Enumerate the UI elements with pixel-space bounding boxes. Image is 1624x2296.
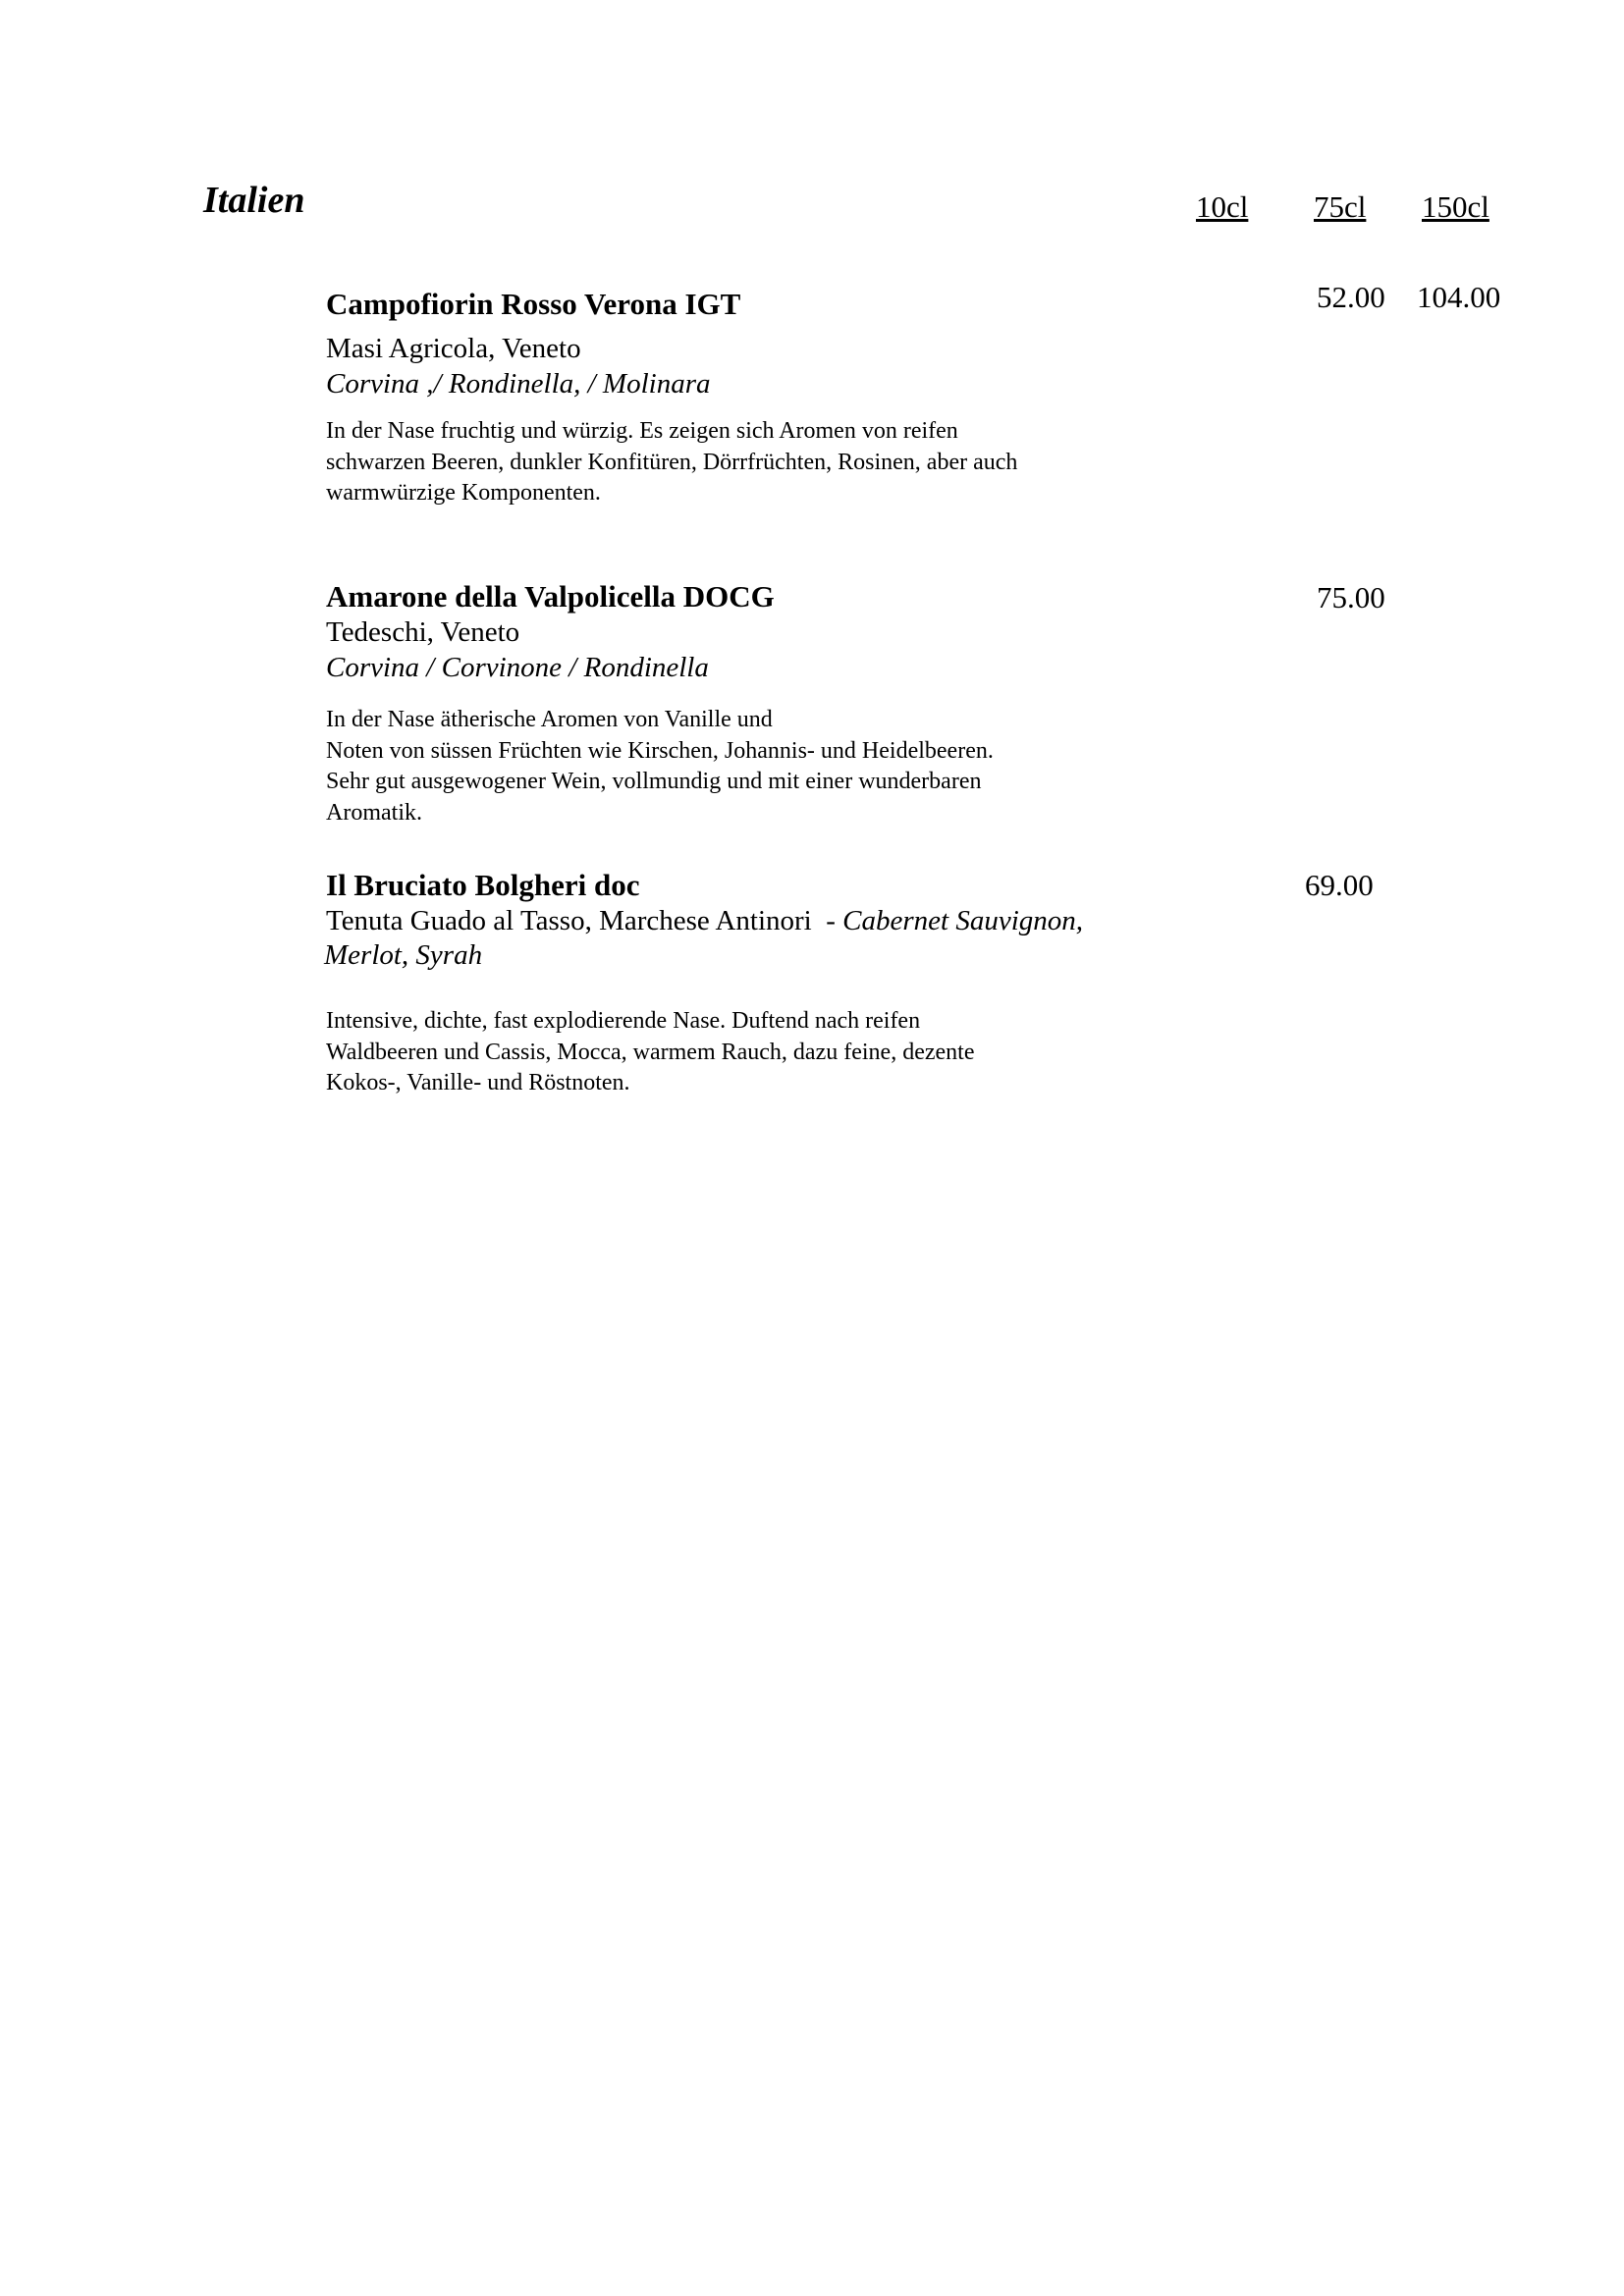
- price-75cl: 75.00: [1317, 580, 1385, 614]
- price-75cl: 52.00: [1317, 280, 1385, 314]
- column-header-75cl: 75cl: [1314, 189, 1367, 224]
- wine-grapes: Corvina ,/ Rondinella, / Molinara: [326, 368, 711, 400]
- description-line: Aromatik.: [326, 799, 422, 826]
- wine-name: Amarone della Valpolicella DOCG: [326, 579, 775, 614]
- column-header-150cl: 150cl: [1422, 189, 1489, 224]
- wine-producer: Masi Agricola, Veneto: [326, 333, 581, 364]
- description-line: Sehr gut ausgewogener Wein, vollmundig und mit einer wunderbaren: [326, 769, 982, 794]
- price-75cl: 69.00: [1305, 868, 1374, 902]
- wine-producer-line: [326, 907, 1083, 935]
- wine-name: Campofiorin Rosso Verona IGT: [326, 287, 741, 321]
- wine-grapes: Corvina / Corvinone / Rondinella: [326, 652, 709, 683]
- description-line: In der Nase fruchtig und würzig. Es zeigen sich Aromen von reifen: [326, 418, 958, 444]
- wine-producer: Tenuta Guado al Tasso, Marchese Antinori -: [326, 905, 843, 936]
- description-line: warmwürzige Komponenten.: [326, 480, 601, 506]
- description-line: Waldbeeren und Cassis, Mocca, warmem Rauch, dazu feine, dezente: [326, 1039, 975, 1065]
- wine-description: [326, 416, 1017, 509]
- wine-grapes: Merlot, Syrah: [324, 939, 483, 971]
- description-line: In der Nase ätherische Aromen von Vanille und: [326, 707, 773, 732]
- section-title: Italien: [203, 180, 305, 221]
- description-line: Noten von süssen Früchten wie Kirschen, Johannis- und Heidelbeeren.: [326, 737, 994, 764]
- column-header-10cl: 10cl: [1196, 189, 1249, 224]
- wine-name: Il Bruciato Bolgheri doc: [326, 868, 640, 902]
- description-line: Kokos-, Vanille- und Röstnoten.: [326, 1070, 630, 1095]
- wine-description: [326, 1006, 974, 1099]
- wine-description: [326, 705, 994, 828]
- price-150cl: 104.00: [1417, 280, 1501, 314]
- wine-producer: Tedeschi, Veneto: [326, 616, 520, 648]
- description-line: Intensive, dichte, fast explodierende Nase. Duftend nach reifen: [326, 1008, 921, 1034]
- wine-grapes-inline: Cabernet Sauvignon,: [842, 905, 1083, 936]
- description-line: schwarzen Beeren, dunkler Konfitüren, Dörrfrüchten, Rosinen, aber auch: [326, 449, 1018, 475]
